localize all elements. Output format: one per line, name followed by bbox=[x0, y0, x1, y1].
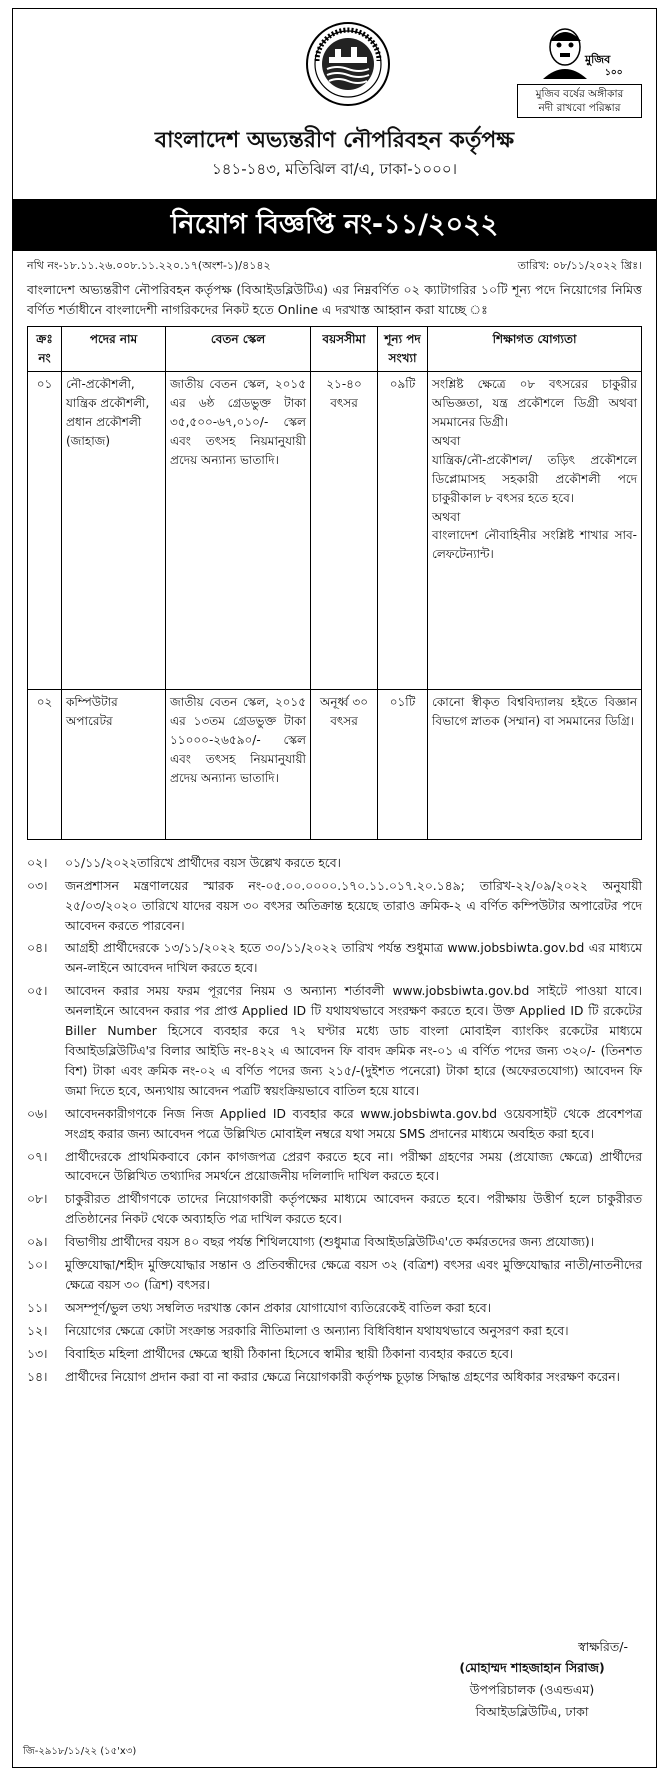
signatory-name: (মোহাম্মদ শাহজাহান সিরাজ) bbox=[459, 1660, 605, 1676]
header-pay-scale: বেতন স্কেল bbox=[166, 326, 311, 371]
notice-title-banner: নিয়োগ বিজ্ঞপ্তি নং-১১/২০২২ bbox=[13, 199, 656, 251]
item-text: চাকুরীরত প্রার্থীগণকে তাদের নিয়োগকারী কর্তৃপক্ষের মাধ্যমে আবেদন করতে হবে। পরীক্ষায় উত্তীর্ণ হলে চাকুরীরত প্রতিষ্ঠানের নিকট থেকে অব্যাহতি পত্র দাখিল করতে হবে। bbox=[65, 1192, 642, 1227]
item-number: ১৩। bbox=[27, 1346, 48, 1361]
cell-age-limit: ২১-৪০ বৎসর bbox=[311, 371, 378, 689]
vacancy-table bbox=[27, 326, 642, 840]
item-number: ০৫। bbox=[27, 984, 48, 999]
biwta-seal-logo bbox=[305, 21, 391, 107]
item-text: বিভাগীয় প্রার্থীদের বয়স ৪০ বছর পর্যন্ত শিথিলযোগ্য (শুধুমাত্র বিআইডব্লিউটিএ'তে কর্মরতদের জন্য প্রযোজ্য)। bbox=[65, 1235, 595, 1250]
list-item bbox=[27, 939, 642, 979]
item-number: ১০। bbox=[27, 1258, 48, 1273]
cell-qualification bbox=[428, 689, 642, 839]
portrait-illustration bbox=[525, 21, 635, 79]
item-number: ১২। bbox=[27, 1323, 48, 1338]
cell-pay-scale: জাতীয় বেতন স্কেল, ২০১৫ এর ১৩তম গ্রেডভুক্ত টাকা ১১০০০-২৬৫৯০/- স্কেল এবং তৎসহ নিয়মানুযায়ী প্রদেয় অন্যান্য ভাতাদি। bbox=[166, 689, 311, 839]
cell-post-name: কম্পিউটার অপারেটর bbox=[62, 689, 166, 839]
organization-address: ১৪১-১৪৩, মতিঝিল বা/এ, ঢাকা-১০০০। bbox=[212, 160, 457, 178]
campaign-line-1: মুজিব বর্ষের অঙ্গীকার bbox=[535, 88, 624, 101]
cell-vacancy: ০৯টি bbox=[378, 371, 428, 689]
list-item bbox=[27, 1256, 642, 1296]
signatory-designation: উপপরিচালক (ওএন্ডএম) bbox=[469, 1682, 595, 1698]
signature-block bbox=[432, 1636, 632, 1724]
item-number: ১১। bbox=[27, 1300, 48, 1315]
list-item bbox=[27, 1233, 642, 1253]
cell-qualification bbox=[428, 371, 642, 689]
table-row bbox=[28, 689, 642, 839]
item-text: বিবাহিত মহিলা প্রার্থীদের ক্ষেত্রে স্থায়ী ঠিকানা হিসেবে স্বামীর স্থায়ী ঠিকানা ব্যবহার করতে হবে। bbox=[65, 1346, 514, 1361]
qualification-or-1: অথবা bbox=[432, 433, 461, 448]
item-number: ১৪। bbox=[27, 1369, 48, 1384]
item-number: ০৯। bbox=[27, 1235, 48, 1250]
item-text: আবেদন করার সময় ফরম পূরণের নিয়ম ও অন্যান্য শর্তাবলী www.jobsbiwta.gov.bd সাইটে পাওয়া যাবে। অনলাইনে আবেদন করার পর প্রাপ্ত Applied ID টি যথাযথভাবে সংরক্ষণ করতে হবে। উক্ত Applied ID টি রকেটের Biller Number হিসেবে ব্যবহার করে ৭২ ঘণ্টার মধ্যে ডাচ বাংলা মোবাইল ব্যাংকিং রকেটের মাধ্যমে বিআইডব্লিউটিএ'র বিলার আইডি নং-৪২২ এ আবেদন ফি বাবদ ক্রমিক নং-০১ এ বর্ণিত পদের জন্য ৩২০/- (তিনশত বিশ) টাকা এবং ক্রমিক নং-০২ এ বর্ণিত পদের জন্য ২১৫/-(দুইশত পনেরো) টাকা হারে (অফেরতযোগ্য) আবেদন ফি জমা দিতে হবে, অন্যথায় আবেদন পত্রটি স্বয়ংক্রিয়ভাবে বাতিল হয়ে যাবে। bbox=[65, 984, 642, 1098]
cell-serial: ০২ bbox=[28, 689, 62, 839]
header-qualification: শিক্ষাগত যোগ্যতা bbox=[428, 326, 642, 371]
header bbox=[27, 9, 642, 199]
item-text: প্রার্থীদেরকে প্রাথমিকবাবে কোন কাগজপত্র প্রেরণ করতে হবে না। পরীক্ষা গ্রহণের সময় (প্রযোজ্য ক্ষেত্রে) প্রার্থীদের আবেদনে উল্লিখিত তথ্যাদির সমর্থনে প্রয়োজনীয় দলিলাদি দাখিল করতে হবে। bbox=[65, 1149, 642, 1184]
qualification-option-1: কোনো স্বীকৃত বিশ্ববিদ্যালয় হইতে বিজ্ঞান বিভাগে স্নাতক (সম্মান) বা সমমানের ডিগ্রি। bbox=[432, 694, 637, 728]
svg-text:মুজিব: মুজিব bbox=[584, 53, 610, 66]
notice-frame bbox=[12, 8, 657, 1768]
list-item bbox=[27, 982, 642, 1101]
item-number: ০২। bbox=[27, 855, 48, 870]
list-item bbox=[27, 1368, 642, 1388]
list-item bbox=[27, 1105, 642, 1145]
cell-serial: ০১ bbox=[28, 371, 62, 689]
list-item bbox=[27, 1299, 642, 1319]
signatory-office: বিআইডব্লিউটিএ, ঢাকা bbox=[475, 1704, 589, 1720]
item-text: প্রার্থীদের নিয়োগ প্রদান করা বা না করার ক্ষেত্রে নিয়োগকারী কর্তৃপক্ষ চূড়ান্ত সিদ্ধান্ত গ্রহণের অধিকার সংরক্ষণ করেন। bbox=[65, 1369, 620, 1384]
qualification-option-2: যান্ত্রিক/নৌ-প্রকৌশল/ তড়িৎ প্রকৌশলে ডিপ্লোমাসহ সহকারী প্রকৌশলী পদে চাকুরীকাল ৮ বৎসর হতে হবে। bbox=[432, 452, 637, 505]
qualification-or-2: অথবা bbox=[432, 509, 461, 524]
list-item bbox=[27, 1190, 642, 1230]
organization-name: বাংলাদেশ অভ্যন্তরীণ নৌপরিবহন কর্তৃপক্ষ bbox=[154, 127, 515, 153]
signed-label: স্বাক্ষরিত/- bbox=[578, 1638, 628, 1654]
item-number: ০৮। bbox=[27, 1192, 48, 1207]
svg-text:১০০: ১০০ bbox=[604, 68, 623, 78]
reference-row bbox=[27, 251, 642, 280]
memo-date: তারিখ: ০৮/১১/২০২২ খ্রিঃ। bbox=[517, 259, 642, 272]
item-text: আবেদনকারীগণকে নিজ নিজ Applied ID ব্যবহার করে www.jobsbiwta.gov.bd ওয়েবসাইট থেকে প্রবেশপত্র সংগ্রহ করার জন্য আবেদন পত্রে উল্লিখিত মোবাইল নম্বরে যথা সময়ে SMS প্রদানের মাধ্যমে অবহিত করা হবে। bbox=[65, 1106, 642, 1141]
item-number: ০৬। bbox=[27, 1106, 48, 1121]
conditions-list bbox=[27, 854, 642, 1388]
header-post-name: পদের নাম bbox=[62, 326, 166, 371]
header-serial: ক্রঃ নং bbox=[28, 326, 62, 371]
header-vacancy: শূন্য পদ সংখ্যা bbox=[378, 326, 428, 371]
table-header-row bbox=[28, 326, 642, 371]
list-item bbox=[27, 854, 642, 874]
intro-paragraph: বাংলাদেশ অভ্যন্তরীণ নৌপরিবহন কর্তৃপক্ষ (বিআইডব্লিউটিএ) এর নিম্নবর্ণিত ০২ ক্যাটাগরির ১০টি শূন্য পদে নিয়োগের নিমিত্ত বর্ণিত শর্তাধীনে বাংলাদেশী নাগরিকদের নিকট হতে Online এ দরখাস্ত আহ্বান করা যাচ্ছে ঃ bbox=[27, 281, 642, 317]
qualification-option-3: বাংলাদেশ নৌবাহিনীর সংশ্লিষ্ট শাখার সাব-লেফটেন্যান্ট। bbox=[432, 528, 637, 562]
item-text: আগ্রহী প্রার্থীদেরকে ১৩/১১/২০২২ হতে ৩০/১১/২০২২ তারিখ পর্যন্ত শুধুমাত্র www.jobsbiwta.gov.bd এর মাধ্যমে অন-লাইনে আবেদন দাখিল করতে হবে। bbox=[65, 941, 643, 976]
item-number: ০৪। bbox=[27, 941, 48, 956]
mujib-year-campaign bbox=[517, 21, 642, 118]
item-number: ০৩। bbox=[27, 878, 48, 893]
item-text: অসম্পূর্ণ/ভুল তথ্য সম্বলিত দরখাস্ত কোন প্রকার যোগাযোগ ব্যতিরেকেই বাতিল করা হবে। bbox=[65, 1300, 491, 1315]
list-item bbox=[27, 877, 642, 937]
item-number: ০৭। bbox=[27, 1149, 48, 1164]
qualification-option-1: সংশ্লিষ্ট ক্ষেত্রে ০৮ বৎসরের চাকুরীর অভিজ্ঞতা, যন্ত্র প্রকৌশলে ডিগ্রী অথবা সমমানের ডিগ্রী। bbox=[432, 376, 637, 429]
cell-post-name: নৌ-প্রকৌশলী, যান্ত্রিক প্রকৌশলী, প্রধান প্রকৌশলী (জাহাজ) bbox=[62, 371, 166, 689]
cell-age-limit: অনূর্ধ্ব ৩০ বৎসর bbox=[311, 689, 378, 839]
item-text: ০১/১১/২০২২তারিখে প্রার্থীদের বয়স উল্লেখ করতে হবে। bbox=[65, 855, 341, 870]
list-item bbox=[27, 1345, 642, 1365]
campaign-line-2: নদী রাখবো পরিষ্কার bbox=[538, 102, 621, 115]
cell-vacancy: ০১টি bbox=[378, 689, 428, 839]
table-row bbox=[28, 371, 642, 689]
header-age-limit: বয়সসীমা bbox=[311, 326, 378, 371]
item-text: মুক্তিযোদ্ধা/শহীদ মুক্তিযোদ্ধার সন্তান ও প্রতিবন্ধীদের ক্ষেত্রে বয়স ৩২ (বত্রিশ) বৎসর এবং মুক্তিযোদ্ধার নাতী/নাতনীদের ক্ষেত্রে বয়স ৩০ (ত্রিশ) বৎসর। bbox=[65, 1258, 642, 1292]
list-item bbox=[27, 1322, 642, 1342]
memo-number: নথি নং-১৮.১১.২৬.০০৮.১১.২২০.১৭(অংশ-১)/৪১৪২ bbox=[27, 259, 271, 272]
campaign-slogan-box bbox=[517, 84, 642, 118]
print-code: জি-২৯১৮/১১/২২ (১৫'x৩) bbox=[23, 1745, 137, 1757]
item-text: জনপ্রশাসন মন্ত্রণালয়ের স্মারক নং-০৫.০০.০০০০.১৭০.১১.০১৭.২০.১৪৯; তারিখ-২২/০৯/২০২২ অনুযায়ী ২৫/০৩/২০২০ তারিখে যাদের বয়স ৩০ বৎসর অতিক্রান্ত হয়েছে তারাও ক্রমিক-২ এ বর্ণিত কম্পিউটার অপারেটর পদে আবেদন করতে পারবেন। bbox=[65, 878, 642, 933]
list-item bbox=[27, 1148, 642, 1188]
cell-pay-scale: জাতীয় বেতন স্কেল, ২০১৫ এর ৬ষ্ঠ গ্রেডভুক্ত টাকা ৩৫,৫০০-৬৭,০১০/- স্কেল এবং তৎসহ নিয়মানুযায়ী প্রদেয় অন্যান্য ভাতাদি। bbox=[166, 371, 311, 689]
item-text: নিয়োগের ক্ষেত্রে কোটা সংক্রান্ত সরকারি নীতিমালা ও অন্যান্য বিধিবিধান যথাযথভাবে অনুসরণ করা হবে। bbox=[65, 1323, 569, 1338]
